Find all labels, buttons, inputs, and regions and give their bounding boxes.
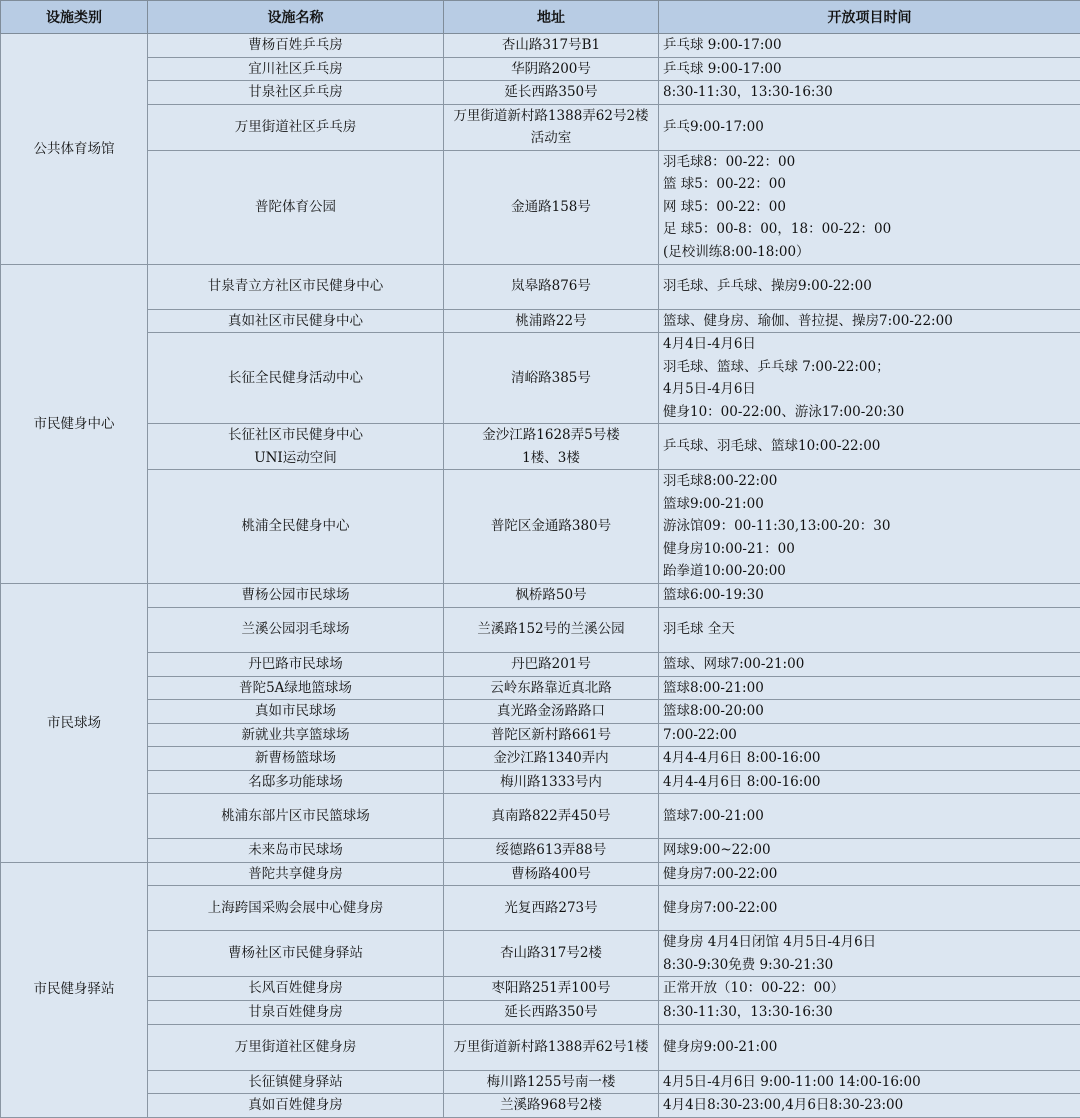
hours-cell-line: 乒乓球 9:00-17:00 <box>663 34 1077 57</box>
hours-cell <box>659 839 1080 863</box>
table-row <box>1 1094 1080 1118</box>
facility-name-cell <box>148 723 444 747</box>
address-cell <box>444 977 659 1001</box>
hours-cell-line: 网 球5：00-22：00 <box>663 196 1077 219</box>
hours-cell-line: 4月5日-4月6日 <box>663 378 1077 401</box>
hours-cell-line: 8:30-11:30，13:30-16:30 <box>663 1001 1077 1024</box>
facility-name-cell <box>148 470 444 584</box>
hours-cell-line: 跆拳道10:00-20:00 <box>663 560 1077 583</box>
table-row <box>1 977 1080 1001</box>
hours-cell-line: 乒乓球 9:00-17:00 <box>663 58 1077 81</box>
address-cell <box>444 886 659 931</box>
address-cell <box>444 723 659 747</box>
hours-cell <box>659 1070 1080 1094</box>
table-row <box>1 150 1080 264</box>
hours-cell <box>659 57 1080 81</box>
hours-cell-line: 羽毛球、篮球、乒乓球 7:00-22:00； <box>663 356 1077 379</box>
address-cell <box>444 104 659 150</box>
hours-cell-line: 4月4日8:30-23:00,4月6日8:30-23:00 <box>663 1094 1077 1117</box>
hours-cell-line: 健身10：00-22:00、游泳17:00-20:30 <box>663 401 1077 424</box>
hours-cell-line: 正常开放（10：00-22：00） <box>663 977 1077 1000</box>
hours-cell <box>659 676 1080 700</box>
category-cell: 公共体育场馆 <box>1 34 148 265</box>
facility-name-cell-line: 曹杨百姓乒乓房 <box>151 34 440 57</box>
facility-name-cell <box>148 57 444 81</box>
table-row <box>1 81 1080 105</box>
facility-name-cell-line: 长征社区市民健身中心 <box>151 424 440 447</box>
address-cell-line: 杏山路317号B1 <box>447 34 655 57</box>
table-row <box>1 57 1080 81</box>
hours-cell-line: 篮球8:00-20:00 <box>663 700 1077 723</box>
hours-cell <box>659 333 1080 424</box>
address-cell-line: 普陀区新村路661号 <box>447 724 655 747</box>
hours-cell <box>659 747 1080 771</box>
facility-name-cell <box>148 794 444 839</box>
address-cell-line: 枫桥路50号 <box>447 584 655 607</box>
hours-cell-line: 篮球、健身房、瑜伽、普拉提、操房7:00-22:00 <box>663 310 1077 333</box>
hours-cell <box>659 1094 1080 1118</box>
facility-name-cell <box>148 747 444 771</box>
hours-cell-line: 篮球6:00-19:30 <box>663 584 1077 607</box>
facility-name-cell <box>148 81 444 105</box>
facility-name-cell-line: 长风百姓健身房 <box>151 977 440 1000</box>
header-hours: 开放项目时间 <box>659 1 1080 34</box>
table-row <box>1 931 1080 977</box>
table-row <box>1 676 1080 700</box>
facility-name-cell-line: 普陀体育公园 <box>151 196 440 219</box>
address-cell-line: 曹杨路400号 <box>447 863 655 886</box>
facility-name-cell-line: 长征镇健身驿站 <box>151 1071 440 1094</box>
address-cell-line: 1楼、3楼 <box>447 447 655 470</box>
facility-name-cell <box>148 700 444 724</box>
facility-name-cell <box>148 1024 444 1070</box>
table-row <box>1 264 1080 309</box>
hours-cell-line: 篮球7:00-21:00 <box>663 805 1077 828</box>
hours-cell-line: 乒乓9:00-17:00 <box>663 116 1077 139</box>
facility-name-cell <box>148 424 444 470</box>
address-cell <box>444 424 659 470</box>
facility-name-cell-line: 桃浦东部片区市民篮球场 <box>151 805 440 828</box>
header-category: 设施类别 <box>1 1 148 34</box>
address-cell <box>444 1024 659 1070</box>
address-cell <box>444 264 659 309</box>
hours-cell <box>659 1001 1080 1025</box>
table-row <box>1 607 1080 652</box>
address-cell-line: 枣阳路251弄100号 <box>447 977 655 1000</box>
address-cell-line: 华阴路200号 <box>447 58 655 81</box>
facility-name-cell-line: 真如社区市民健身中心 <box>151 310 440 333</box>
hours-cell <box>659 607 1080 652</box>
hours-cell-line: 篮球9:00-21:00 <box>663 493 1077 516</box>
hours-cell-line: 4月4日-4月6日 <box>663 333 1077 356</box>
hours-cell-line: 羽毛球、乒乓球、操房9:00-22:00 <box>663 275 1077 298</box>
address-cell-line: 金沙江路1340弄内 <box>447 747 655 770</box>
address-cell <box>444 1001 659 1025</box>
facility-name-cell-line: 甘泉百姓健身房 <box>151 1001 440 1024</box>
hours-cell <box>659 652 1080 676</box>
table-row <box>1 1001 1080 1025</box>
address-cell-line: 真南路822弄450号 <box>447 805 655 828</box>
hours-cell <box>659 1024 1080 1070</box>
address-cell-line: 活动室 <box>447 127 655 150</box>
address-cell-line: 金通路158号 <box>447 196 655 219</box>
table-row <box>1 104 1080 150</box>
hours-cell <box>659 700 1080 724</box>
table-row <box>1 1070 1080 1094</box>
address-cell <box>444 770 659 794</box>
hours-cell <box>659 81 1080 105</box>
facility-name-cell <box>148 931 444 977</box>
facility-name-cell <box>148 977 444 1001</box>
facility-name-cell-line: 万里街道社区乒乓房 <box>151 116 440 139</box>
facility-name-cell <box>148 584 444 608</box>
address-cell-line: 清峪路385号 <box>447 367 655 390</box>
address-cell <box>444 676 659 700</box>
table-row <box>1 886 1080 931</box>
facility-name-cell <box>148 839 444 863</box>
address-cell <box>444 57 659 81</box>
hours-cell-line: 网球9:00~22:00 <box>663 839 1077 862</box>
hours-cell-line: 足 球5：00-8：00，18：00-22：00 <box>663 218 1077 241</box>
header-row <box>1 1 1080 34</box>
hours-cell-line: 篮球、网球7:00-21:00 <box>663 653 1077 676</box>
address-cell <box>444 607 659 652</box>
address-cell <box>444 81 659 105</box>
category-cell: 市民健身驿站 <box>1 862 148 1117</box>
category-cell: 市民球场 <box>1 584 148 863</box>
facility-name-cell-line: UNI运动空间 <box>151 447 440 470</box>
facility-name-cell-line: 真如市民球场 <box>151 700 440 723</box>
hours-cell-line: 8:30-9:30免费 9:30-21:30 <box>663 954 1077 977</box>
facility-name-cell-line: 普陀5A绿地篮球场 <box>151 677 440 700</box>
hours-cell-line: 4月4-4月6日 8:00-16:00 <box>663 771 1077 794</box>
hours-cell-line: 健身房7:00-22:00 <box>663 863 1077 886</box>
address-cell-line: 桃浦路22号 <box>447 310 655 333</box>
hours-cell <box>659 264 1080 309</box>
hours-cell-line: 健身房 4月4日闭馆 4月5日-4月6日 <box>663 931 1077 954</box>
table-row <box>1 309 1080 333</box>
hours-cell-line: 羽毛球8：00-22：00 <box>663 151 1077 174</box>
facility-name-cell-line: 未来岛市民球场 <box>151 839 440 862</box>
facility-name-cell-line: 新就业共享篮球场 <box>151 724 440 747</box>
address-cell-line: 丹巴路201号 <box>447 653 655 676</box>
facility-name-cell-line: 丹巴路市民球场 <box>151 653 440 676</box>
address-cell-line: 普陀区金通路380号 <box>447 515 655 538</box>
header-name: 设施名称 <box>148 1 444 34</box>
hours-cell-line: 乒乓球、羽毛球、篮球10:00-22:00 <box>663 435 1077 458</box>
table-row <box>1 839 1080 863</box>
hours-cell <box>659 723 1080 747</box>
hours-cell-line: (足校训练8:00-18:00） <box>663 241 1077 264</box>
facility-name-cell-line: 普陀共享健身房 <box>151 863 440 886</box>
address-cell <box>444 309 659 333</box>
table-row <box>1 770 1080 794</box>
facility-name-cell <box>148 652 444 676</box>
facility-name-cell <box>148 150 444 264</box>
table-row <box>1 700 1080 724</box>
table-row <box>1 652 1080 676</box>
address-cell <box>444 1094 659 1118</box>
hours-cell <box>659 794 1080 839</box>
hours-cell-line: 羽毛球8:00-22:00 <box>663 470 1077 493</box>
hours-cell <box>659 309 1080 333</box>
address-cell-line: 万里街道新村路1388弄62号2楼 <box>447 105 655 128</box>
address-cell-line: 杏山路317号2楼 <box>447 942 655 965</box>
facility-name-cell <box>148 886 444 931</box>
address-cell-line: 绥德路613弄88号 <box>447 839 655 862</box>
address-cell <box>444 931 659 977</box>
facility-name-cell-line: 甘泉青立方社区市民健身中心 <box>151 275 440 298</box>
facility-name-cell-line: 甘泉社区乒乓房 <box>151 81 440 104</box>
hours-cell <box>659 862 1080 886</box>
address-cell <box>444 652 659 676</box>
facility-name-cell <box>148 862 444 886</box>
hours-cell <box>659 424 1080 470</box>
table-row <box>1 470 1080 584</box>
facility-name-cell-line: 万里街道社区健身房 <box>151 1036 440 1059</box>
address-cell <box>444 333 659 424</box>
table-row <box>1 723 1080 747</box>
facility-name-cell-line: 桃浦全民健身中心 <box>151 515 440 538</box>
hours-cell-line: 7:00-22:00 <box>663 724 1077 747</box>
facility-name-cell <box>148 1001 444 1025</box>
facility-name-cell <box>148 34 444 58</box>
facility-name-cell-line: 新曹杨篮球场 <box>151 747 440 770</box>
facility-name-cell-line: 曹杨社区市民健身驿站 <box>151 942 440 965</box>
hours-cell-line: 篮 球5：00-22：00 <box>663 173 1077 196</box>
address-cell <box>444 700 659 724</box>
address-cell <box>444 839 659 863</box>
address-cell-line: 万里街道新村路1388弄62号1楼 <box>447 1036 655 1059</box>
facility-name-cell <box>148 309 444 333</box>
facility-name-cell <box>148 1070 444 1094</box>
address-cell-line: 兰溪路968号2楼 <box>447 1094 655 1117</box>
address-cell <box>444 862 659 886</box>
hours-cell <box>659 886 1080 931</box>
facility-name-cell-line: 上海跨国采购会展中心健身房 <box>151 897 440 920</box>
facility-name-cell-line: 宜川社区乒乓房 <box>151 58 440 81</box>
facility-name-cell-line: 曹杨公园市民球场 <box>151 584 440 607</box>
facility-name-cell <box>148 607 444 652</box>
hours-cell-line: 健身房9:00-21:00 <box>663 1036 1077 1059</box>
address-cell <box>444 1070 659 1094</box>
table-row <box>1 794 1080 839</box>
hours-cell-line: 4月4-4月6日 8:00-16:00 <box>663 747 1077 770</box>
hours-cell-line: 羽毛球 全天 <box>663 618 1077 641</box>
facility-name-cell <box>148 333 444 424</box>
address-cell <box>444 747 659 771</box>
hours-cell-line: 健身房7:00-22:00 <box>663 897 1077 920</box>
facility-name-cell <box>148 104 444 150</box>
facility-name-cell <box>148 264 444 309</box>
address-cell <box>444 34 659 58</box>
table-row <box>1 34 1080 58</box>
hours-cell <box>659 931 1080 977</box>
header-address: 地址 <box>444 1 659 34</box>
address-cell-line: 金沙江路1628弄5号楼 <box>447 424 655 447</box>
hours-cell <box>659 34 1080 58</box>
address-cell <box>444 150 659 264</box>
hours-cell <box>659 470 1080 584</box>
address-cell-line: 兰溪路152号的兰溪公园 <box>447 618 655 641</box>
hours-cell-line: 篮球8:00-21:00 <box>663 677 1077 700</box>
hours-cell <box>659 584 1080 608</box>
table-row <box>1 1024 1080 1070</box>
facility-name-cell-line: 长征全民健身活动中心 <box>151 367 440 390</box>
address-cell-line: 岚皋路876号 <box>447 275 655 298</box>
facility-name-cell-line: 真如百姓健身房 <box>151 1094 440 1117</box>
address-cell <box>444 584 659 608</box>
hours-cell-line: 游泳馆09：00-11:30,13:00-20：30 <box>663 515 1077 538</box>
address-cell-line: 延长西路350号 <box>447 81 655 104</box>
facility-name-cell <box>148 1094 444 1118</box>
address-cell-line: 梅川路1333号内 <box>447 771 655 794</box>
address-cell <box>444 794 659 839</box>
address-cell-line: 光复西路273号 <box>447 897 655 920</box>
address-cell-line: 真光路金汤路路口 <box>447 700 655 723</box>
hours-cell-line: 健身房10:00-21：00 <box>663 538 1077 561</box>
address-cell <box>444 470 659 584</box>
address-cell-line: 梅川路1255号南一楼 <box>447 1071 655 1094</box>
hours-cell-line: 8:30-11:30，13:30-16:30 <box>663 81 1077 104</box>
hours-cell <box>659 104 1080 150</box>
facility-name-cell <box>148 676 444 700</box>
facility-name-cell-line: 名邸多功能球场 <box>151 771 440 794</box>
table-row <box>1 584 1080 608</box>
address-cell-line: 云岭东路靠近真北路 <box>447 677 655 700</box>
table-row <box>1 862 1080 886</box>
hours-cell <box>659 977 1080 1001</box>
facility-name-cell-line: 兰溪公园羽毛球场 <box>151 618 440 641</box>
table-row <box>1 424 1080 470</box>
table-row <box>1 747 1080 771</box>
address-cell-line: 延长西路350号 <box>447 1001 655 1024</box>
hours-cell <box>659 770 1080 794</box>
category-cell: 市民健身中心 <box>1 264 148 584</box>
hours-cell <box>659 150 1080 264</box>
table-row <box>1 333 1080 424</box>
hours-cell-line: 4月5日-4月6日 9:00-11:00 14:00-16:00 <box>663 1071 1077 1094</box>
facility-name-cell <box>148 770 444 794</box>
